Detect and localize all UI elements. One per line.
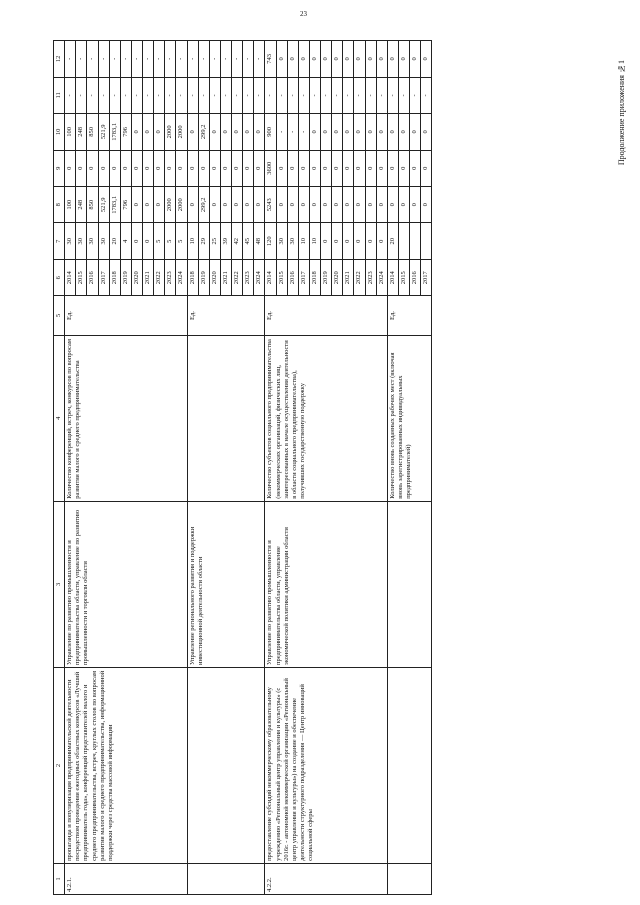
value-cell: 0 — [309, 187, 320, 223]
value-cell: 10 — [298, 223, 309, 259]
value-cell: - — [65, 77, 76, 113]
value-cell: 30 — [276, 223, 287, 259]
value-cell: - — [410, 77, 421, 113]
value-cell: 0 — [143, 187, 154, 223]
value-cell: 796 — [120, 187, 131, 223]
value-cell: 0 — [332, 187, 343, 223]
value-cell: 0 — [321, 114, 332, 150]
value-cell: - — [254, 77, 265, 113]
col-header: 5 — [54, 296, 65, 335]
table-row — [65, 41, 76, 895]
value-cell: 0 — [298, 187, 309, 223]
value-cell: - — [98, 41, 109, 78]
rotated-table-sheet — [53, 40, 583, 895]
value-cell: 0 — [321, 187, 332, 223]
value-cell: - — [87, 41, 98, 78]
value-cell: 100 — [65, 114, 76, 150]
value-cell: 0 — [365, 114, 376, 150]
value-cell: 42 — [232, 223, 243, 259]
value-cell: - — [154, 77, 165, 113]
value-cell: - — [421, 77, 432, 113]
value-cell: 521,9 — [98, 187, 109, 223]
col-header: 10 — [54, 114, 65, 150]
value-cell: - — [109, 77, 120, 113]
value-cell: 0 — [354, 114, 365, 150]
value-cell: - — [176, 77, 187, 113]
value-cell: 0 — [131, 187, 142, 223]
value-cell: - — [187, 77, 198, 113]
year-cell: 2024 — [376, 259, 387, 295]
col-header: 6 — [54, 259, 65, 295]
value-cell: 0 — [376, 150, 387, 186]
value-cell: - — [143, 77, 154, 113]
value-cell: 743 — [265, 41, 276, 78]
value-cell: 1783,1 — [109, 187, 120, 223]
value-cell: - — [220, 41, 231, 78]
value-cell: 0 — [321, 150, 332, 186]
indicator-cell: Количество субъектов социального предпринимательства (некоммерческих организаций, физических лиц, заинтересованных в начале осуществления деятельности в области социального предпринимательства), получивших государственную поддержку — [265, 335, 387, 501]
value-cell: 0 — [232, 150, 243, 186]
value-cell: 5243 — [265, 187, 276, 223]
value-cell: 0 — [332, 150, 343, 186]
value-cell: 0 — [376, 223, 387, 259]
value-cell: - — [376, 77, 387, 113]
value-cell: - — [131, 77, 142, 113]
value-cell: 0 — [387, 41, 398, 78]
value-cell: 0 — [109, 150, 120, 186]
value-cell: 0 — [421, 114, 432, 150]
value-cell: 796 — [120, 114, 131, 150]
year-cell: 2022 — [354, 259, 365, 295]
value-cell: 0 — [87, 150, 98, 186]
value-cell: - — [209, 41, 220, 78]
value-cell: 0 — [365, 187, 376, 223]
value-cell — [421, 223, 432, 259]
value-cell: 0 — [332, 41, 343, 78]
year-cell: 2018 — [309, 259, 320, 295]
col-header: 3 — [54, 501, 65, 667]
indicator-cell: Количество конференций, встреч, конкурсов по вопросам развития малого и среднего предпринимательства — [65, 335, 187, 501]
year-cell: 2021 — [220, 259, 231, 295]
page-number: 23 — [300, 10, 307, 18]
unit-cell: Ед. — [187, 296, 265, 335]
value-cell: 0 — [276, 150, 287, 186]
value-cell: 0 — [354, 150, 365, 186]
value-cell: 0 — [131, 223, 142, 259]
value-cell: 0 — [143, 223, 154, 259]
year-cell: 2017 — [421, 259, 432, 295]
value-cell: 850 — [87, 187, 98, 223]
table-row — [265, 41, 276, 895]
col-header: 8 — [54, 187, 65, 223]
value-cell: 0 — [410, 114, 421, 150]
value-cell: 0 — [287, 41, 298, 78]
year-cell: 2015 — [276, 259, 287, 295]
year-cell: 2015 — [76, 259, 87, 295]
value-cell: - — [165, 77, 176, 113]
value-cell: 0 — [343, 150, 354, 186]
value-cell: - — [287, 114, 298, 150]
value-cell: 0 — [254, 114, 265, 150]
value-cell: 0 — [243, 114, 254, 150]
year-cell: 2014 — [387, 259, 398, 295]
value-cell: 0 — [387, 150, 398, 186]
value-cell: - — [143, 41, 154, 78]
value-cell: 20 — [387, 223, 398, 259]
value-cell: - — [198, 41, 209, 78]
executor-cell: Управление по развитию промышленности и предпринимательства области, управление по развитию промышленности и торговли области — [65, 501, 187, 667]
measure-id — [187, 863, 265, 894]
value-cell: 299,2 — [198, 114, 209, 150]
value-cell: 1783,1 — [109, 114, 120, 150]
value-cell: 0 — [421, 41, 432, 78]
value-cell: 0 — [220, 114, 231, 150]
value-cell: 0 — [143, 150, 154, 186]
value-cell: 120 — [265, 223, 276, 259]
value-cell: 2000 — [176, 187, 187, 223]
year-cell: 2016 — [410, 259, 421, 295]
value-cell: 0 — [354, 187, 365, 223]
value-cell: - — [220, 77, 231, 113]
value-cell: 0 — [410, 41, 421, 78]
year-cell: 2020 — [131, 259, 142, 295]
value-cell: 0 — [309, 41, 320, 78]
value-cell: - — [98, 77, 109, 113]
value-cell: 20 — [109, 223, 120, 259]
value-cell: 0 — [387, 114, 398, 150]
value-cell: - — [265, 77, 276, 113]
value-cell: 39 — [220, 223, 231, 259]
value-cell: - — [287, 77, 298, 113]
value-cell: 30 — [98, 223, 109, 259]
table-row — [387, 41, 398, 895]
value-cell: - — [120, 41, 131, 78]
value-cell: 0 — [65, 150, 76, 186]
value-cell: 30 — [287, 223, 298, 259]
value-cell: 0 — [298, 41, 309, 78]
value-cell: 30 — [65, 223, 76, 259]
value-cell: 0 — [309, 150, 320, 186]
unit-cell: Ед. — [65, 296, 187, 335]
year-cell: 2020 — [332, 259, 343, 295]
year-cell: 2019 — [321, 259, 332, 295]
year-cell: 2019 — [198, 259, 209, 295]
value-cell: 0 — [321, 41, 332, 78]
value-cell: 0 — [421, 150, 432, 186]
value-cell: 0 — [343, 41, 354, 78]
value-cell: 248 — [76, 187, 87, 223]
year-cell: 2016 — [87, 259, 98, 295]
value-cell: - — [154, 41, 165, 78]
value-cell: 0 — [120, 150, 131, 186]
value-cell: 0 — [376, 114, 387, 150]
executor-cell: Управление регионального развития и поддержки инвестиционной деятельности области — [187, 501, 265, 667]
value-cell: - — [298, 77, 309, 113]
value-cell: - — [343, 77, 354, 113]
value-cell: 0 — [343, 187, 354, 223]
col-header: 12 — [54, 41, 65, 78]
value-cell: 0 — [365, 41, 376, 78]
value-cell: 0 — [243, 187, 254, 223]
year-cell: 2024 — [254, 259, 265, 295]
value-cell: 0 — [321, 223, 332, 259]
value-cell: 30 — [76, 223, 87, 259]
value-cell: 850 — [87, 114, 98, 150]
value-cell: - — [321, 77, 332, 113]
value-cell: 0 — [376, 187, 387, 223]
value-cell: - — [276, 77, 287, 113]
col-header: 11 — [54, 77, 65, 113]
year-cell: 2014 — [265, 259, 276, 295]
value-cell: 0 — [209, 187, 220, 223]
value-cell: 0 — [343, 114, 354, 150]
value-cell: 0 — [220, 150, 231, 186]
value-cell: 4 — [120, 223, 131, 259]
year-cell: 2022 — [232, 259, 243, 295]
value-cell: 0 — [198, 150, 209, 186]
value-cell: 0 — [165, 150, 176, 186]
value-cell: 0 — [154, 150, 165, 186]
value-cell: 30 — [87, 223, 98, 259]
value-cell: 100 — [65, 187, 76, 223]
value-cell: 2000 — [165, 187, 176, 223]
value-cell: 45 — [243, 223, 254, 259]
value-cell: 0 — [398, 150, 409, 186]
value-cell: - — [176, 41, 187, 78]
value-cell: - — [276, 114, 287, 150]
value-cell: 0 — [232, 114, 243, 150]
value-cell: 5 — [154, 223, 165, 259]
value-cell: - — [398, 77, 409, 113]
value-cell — [410, 223, 421, 259]
year-cell: 2021 — [143, 259, 154, 295]
value-cell: 0 — [365, 150, 376, 186]
value-cell: 10 — [309, 223, 320, 259]
value-cell: 0 — [209, 114, 220, 150]
year-cell: 2023 — [165, 259, 176, 295]
year-cell: 2014 — [65, 259, 76, 295]
value-cell: 0 — [254, 187, 265, 223]
value-cell — [398, 223, 409, 259]
value-cell: - — [309, 77, 320, 113]
value-cell: 0 — [131, 150, 142, 186]
value-cell: - — [131, 41, 142, 78]
column-number-row — [54, 41, 65, 895]
value-cell: - — [232, 77, 243, 113]
value-cell: 0 — [410, 187, 421, 223]
value-cell: 0 — [232, 187, 243, 223]
year-cell: 2023 — [243, 259, 254, 295]
value-cell: 0 — [365, 223, 376, 259]
value-cell: - — [354, 77, 365, 113]
value-cell: 0 — [276, 41, 287, 78]
value-cell: - — [87, 77, 98, 113]
value-cell: 0 — [398, 187, 409, 223]
value-cell: 0 — [298, 150, 309, 186]
indicator-cell — [187, 335, 265, 501]
value-cell: - — [254, 41, 265, 78]
col-header: 9 — [54, 150, 65, 186]
value-cell: 0 — [398, 41, 409, 78]
value-cell: 0 — [187, 150, 198, 186]
value-cell: 5 — [165, 223, 176, 259]
year-cell: 2023 — [365, 259, 376, 295]
year-cell: 2018 — [109, 259, 120, 295]
value-cell: 0 — [354, 41, 365, 78]
year-cell: 2018 — [187, 259, 198, 295]
value-cell: - — [76, 77, 87, 113]
value-cell: 0 — [410, 150, 421, 186]
value-cell: 0 — [154, 114, 165, 150]
value-cell: - — [243, 77, 254, 113]
indicator-cell: Количество вновь созданных рабочих мест (включая вновь зарегистрированных индивидуальных предпринимателей) — [387, 335, 432, 501]
value-cell: - — [387, 77, 398, 113]
year-cell: 2022 — [154, 259, 165, 295]
col-header: 4 — [54, 335, 65, 501]
value-cell: 0 — [387, 187, 398, 223]
value-cell: 521,9 — [98, 114, 109, 150]
year-cell: 2021 — [343, 259, 354, 295]
value-cell: - — [65, 41, 76, 78]
value-cell: 0 — [376, 41, 387, 78]
unit-cell: Ед. — [265, 296, 387, 335]
value-cell: 0 — [220, 187, 231, 223]
value-cell: - — [243, 41, 254, 78]
value-cell: 48 — [254, 223, 265, 259]
measure-description — [387, 668, 432, 864]
measure-id: 4.2.1. — [65, 863, 187, 894]
measure-description: предоставление субсидий некоммерческому образовательному учреждению «Региональный центр управления и культуры» (с 2016г. - автономной некоммерческой организации «Региональный центр управления и культуры») на создание и обеспечение деятельности структурного подразделения — Центр инноваций социальной сферы — [265, 668, 387, 864]
value-cell: 0 — [176, 150, 187, 186]
value-cell: 0 — [131, 114, 142, 150]
year-cell: 2020 — [209, 259, 220, 295]
value-cell: - — [198, 77, 209, 113]
value-cell: 0 — [154, 187, 165, 223]
value-cell: 0 — [187, 114, 198, 150]
measure-id — [387, 863, 432, 894]
value-cell: 0 — [332, 223, 343, 259]
col-header: 1 — [54, 863, 65, 894]
value-cell: 0 — [276, 187, 287, 223]
value-cell: 0 — [254, 150, 265, 186]
value-cell: 10 — [187, 223, 198, 259]
year-cell: 2017 — [98, 259, 109, 295]
value-cell: - — [365, 77, 376, 113]
value-cell: 0 — [143, 114, 154, 150]
value-cell: 2000 — [176, 114, 187, 150]
value-cell: 0 — [187, 187, 198, 223]
value-cell: 0 — [398, 114, 409, 150]
year-cell: 2017 — [298, 259, 309, 295]
appendix-continuation-label: Продолжение приложения №1 — [617, 60, 626, 166]
value-cell: 0 — [421, 187, 432, 223]
program-measures-table — [53, 40, 432, 895]
table-row — [187, 41, 198, 895]
value-cell: 299,2 — [198, 187, 209, 223]
executor-cell — [387, 501, 432, 667]
value-cell: 2000 — [165, 114, 176, 150]
value-cell: 0 — [209, 150, 220, 186]
value-cell: 900 — [265, 114, 276, 150]
value-cell: - — [232, 41, 243, 78]
value-cell: 0 — [354, 223, 365, 259]
value-cell: 0 — [287, 187, 298, 223]
value-cell: - — [165, 41, 176, 78]
col-header: 7 — [54, 223, 65, 259]
measure-description — [187, 668, 265, 864]
value-cell: 0 — [332, 114, 343, 150]
col-header: 2 — [54, 668, 65, 864]
value-cell: - — [76, 41, 87, 78]
value-cell: 0 — [287, 150, 298, 186]
year-cell: 2024 — [176, 259, 187, 295]
year-cell: 2016 — [287, 259, 298, 295]
unit-cell: Ед. — [387, 296, 432, 335]
value-cell: 0 — [76, 150, 87, 186]
value-cell: 29 — [198, 223, 209, 259]
value-cell: - — [187, 41, 198, 78]
value-cell: - — [109, 41, 120, 78]
measure-description: пропаганда и популяризация предпринимательской деятельности посредством проведения ежегодных областных конкурсов «Лучший предприниматель года», конференций представителей малого и среднего предпринимательства, встреч, круглых столов по вопросам развития малого и среднего предпринимательства, информационной поддержки через средства массовой информации — [65, 668, 187, 864]
value-cell: - — [298, 114, 309, 150]
value-cell: 248 — [76, 114, 87, 150]
year-cell: 2019 — [120, 259, 131, 295]
value-cell: 0 — [243, 150, 254, 186]
value-cell: - — [120, 77, 131, 113]
value-cell: 0 — [98, 150, 109, 186]
measure-id: 4.2.2. — [265, 863, 387, 894]
value-cell: 25 — [209, 223, 220, 259]
value-cell: - — [209, 77, 220, 113]
value-cell: 5 — [176, 223, 187, 259]
executor-cell: Управление по развитию промышленности и предпринимательства области, управление экономической политики администрации области — [265, 501, 387, 667]
value-cell: - — [332, 77, 343, 113]
value-cell: 0 — [309, 114, 320, 150]
value-cell: 0 — [343, 223, 354, 259]
value-cell: 3600 — [265, 150, 276, 186]
year-cell: 2015 — [398, 259, 409, 295]
